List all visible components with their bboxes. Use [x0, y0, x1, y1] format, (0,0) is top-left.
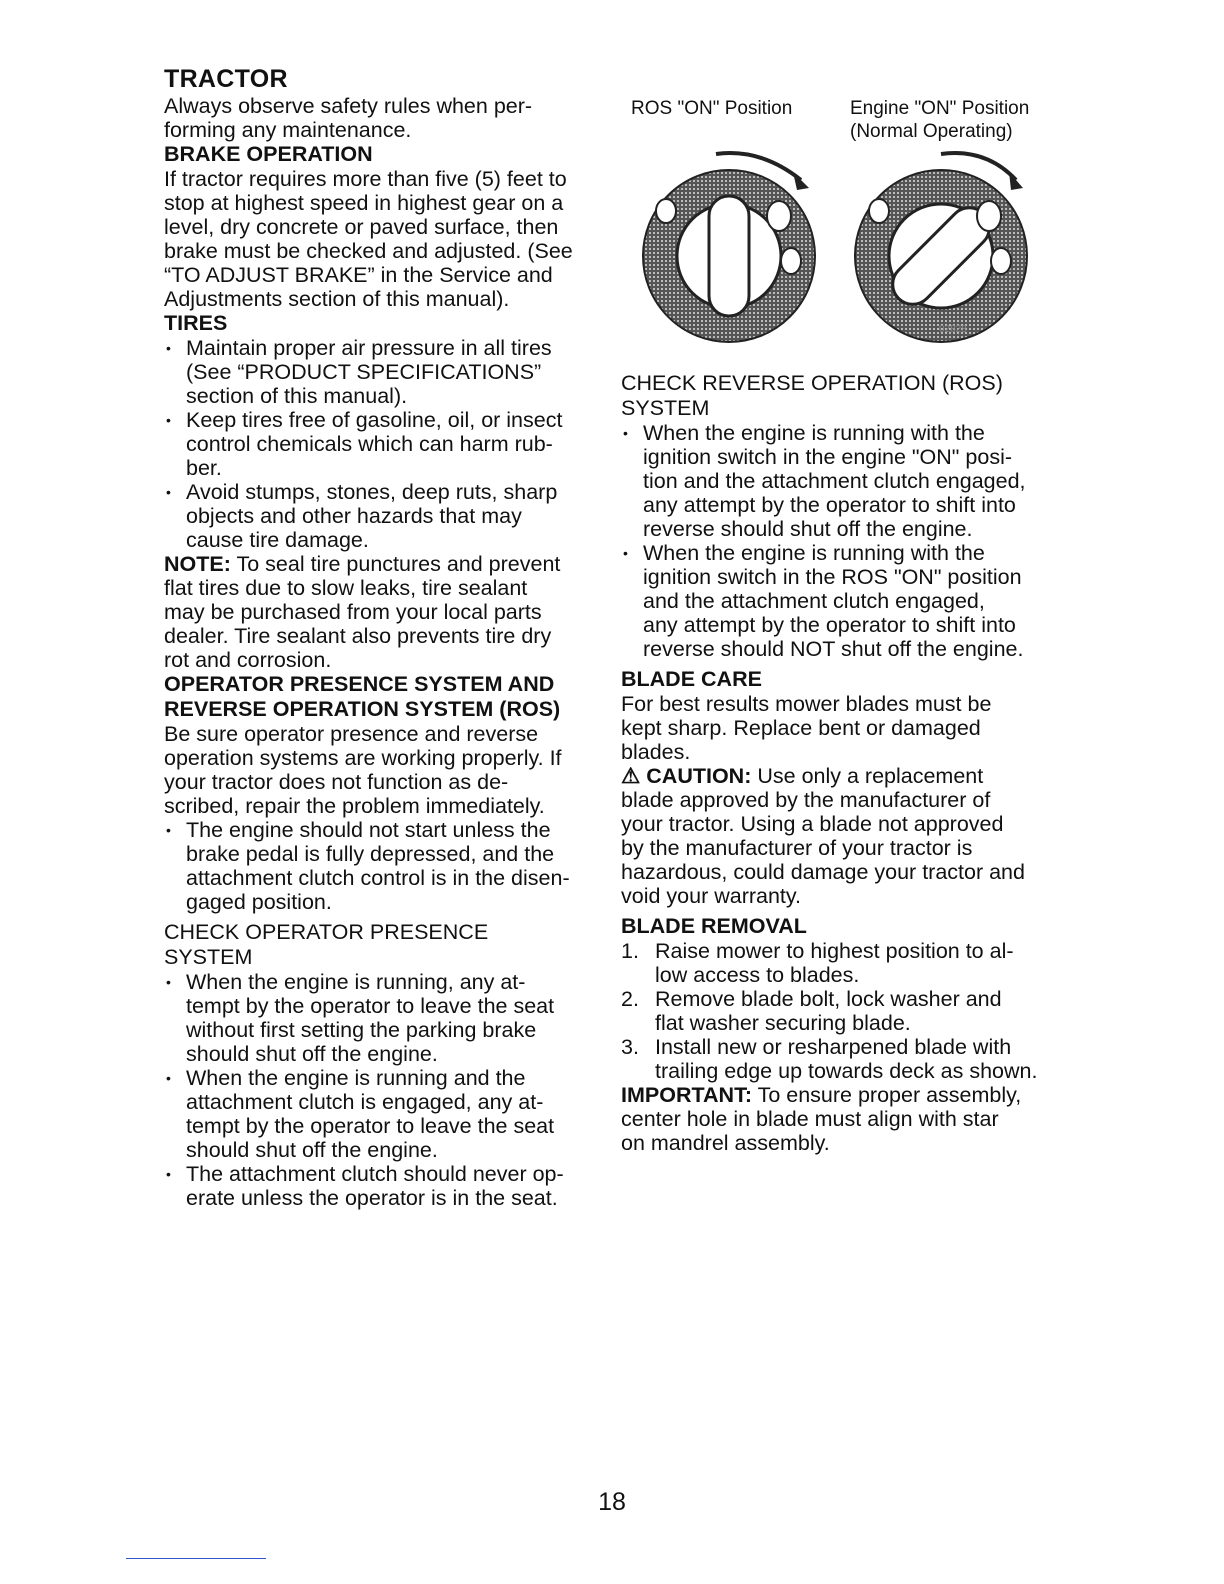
- right-column: [621, 371, 1061, 1155]
- switch-diagrams: [621, 96, 1061, 346]
- page-number: 18: [598, 1488, 626, 1516]
- check-ros-heading: CHECK REVERSE OPERATION (ROS) SYSTEM: [621, 371, 1003, 420]
- list-item: • When the engine is running, any at- tempt by the operator to leave the seat without first setting the parking brake should shut off the engine.: [164, 970, 594, 1066]
- list-item: • When the engine is running and the attachment clutch is engaged, any at- tempt by the operator to leave the seat should shut off the engine.: [164, 1066, 594, 1162]
- engine-sublabel: (Normal Operating): [850, 121, 1013, 142]
- list-item: • When the engine is running with the ignition switch in the ROS "ON" position and the attachment clutch engaged, any attempt by the operator to shift into reverse should NOT shut off the engine.: [621, 541, 1061, 661]
- blade-removal-heading: BLADE REMOVAL: [621, 914, 807, 938]
- note-label: NOTE:: [164, 552, 231, 576]
- list-item: • The attachment clutch should never op- erate unless the operator is in the seat.: [164, 1162, 594, 1210]
- figure-code: 02828: [939, 324, 967, 335]
- ops-list: [164, 818, 594, 914]
- important-paragraph: IMPORTANT: To ensure proper assembly, center hole in blade must align with star on mandrel assembly.: [621, 1083, 1022, 1155]
- ops-text: Be sure operator presence and reverse operation systems are working properly. If your tractor does not function as de- scribed, repair the problem immediately.: [164, 722, 562, 818]
- blade-removal-list: [621, 939, 1061, 1083]
- intro-text: Always observe safety rules when per- forming any maintenance.: [164, 94, 533, 142]
- engine-switch-icon: [855, 153, 1027, 342]
- important-label: IMPORTANT:: [621, 1083, 752, 1107]
- caution-paragraph: ⚠ CAUTION: Use only a replacement blade approved by the manufacturer of your tractor. Using a blade not approved by the manufacturer of your tractor is hazardous, could damage your tractor and void your warranty.: [621, 764, 1025, 908]
- ignition-switch-figure: [621, 96, 1061, 346]
- list-item: • When the engine is running with the ignition switch in the engine "ON" posi- tion and the attachment clutch engaged, any attempt by the operator to shift into reverse should shut off the engine.: [621, 421, 1061, 541]
- left-column: [164, 64, 594, 1210]
- blade-care-text: For best results mower blades must be kept sharp. Replace bent or damaged blades.: [621, 692, 992, 764]
- check-ops-heading: CHECK OPERATOR PRESENCE SYSTEM: [164, 920, 489, 969]
- check-ops-list: [164, 970, 594, 1210]
- engine-label: Engine "ON" Position: [850, 98, 1030, 119]
- list-item: 3. Install new or resharpened blade with trailing edge up towards deck as shown.: [621, 1035, 1038, 1083]
- list-item: 1. Raise mower to highest position to al- low access to blades.: [621, 939, 1014, 987]
- blade-care-heading: BLADE CARE: [621, 667, 762, 691]
- ros-switch-icon: [643, 153, 815, 342]
- list-item: • Avoid stumps, stones, deep ruts, sharp objects and other hazards that may cause tire damage.: [164, 480, 594, 552]
- note-paragraph: NOTE: To seal tire punctures and prevent flat tires due to slow leaks, tire sealant may be purchased from your local parts dealer. Tire sealant also prevents tire dry rot and corrosion.: [164, 552, 561, 672]
- warning-triangle-icon: ⚠: [621, 764, 641, 788]
- list-item: • The engine should not start unless the brake pedal is fully depressed, and the attachment clutch control is in the disen- gaged position.: [164, 818, 594, 914]
- list-item: • Maintain proper air pressure in all tires (See “PRODUCT SPECIFICATIONS” section of this manual).: [164, 336, 594, 408]
- caution-label: CAUTION:: [646, 764, 752, 788]
- footer-link-line: [126, 1558, 266, 1559]
- brake-heading: BRAKE OPERATION: [164, 142, 373, 166]
- ros-label: ROS "ON" Position: [631, 98, 793, 119]
- section-title: TRACTOR: [164, 65, 288, 93]
- list-item: • Keep tires free of gasoline, oil, or insect control chemicals which can harm rub- ber.: [164, 408, 594, 480]
- list-item: 2. Remove blade bolt, lock washer and flat washer securing blade.: [621, 987, 1002, 1035]
- ops-heading: OPERATOR PRESENCE SYSTEM AND REVERSE OPERATION SYSTEM (ROS): [164, 672, 561, 721]
- tires-heading: TIRES: [164, 311, 228, 335]
- check-ros-list: [621, 421, 1061, 661]
- brake-text: If tractor requires more than five (5) feet to stop at highest speed in highest gear on a level, dry concrete or paved surface, then brake must be checked and adjusted. (See “TO ADJUST BRAKE” in the Service and Adjustments section of this manual).: [164, 167, 573, 311]
- tires-list: [164, 336, 594, 552]
